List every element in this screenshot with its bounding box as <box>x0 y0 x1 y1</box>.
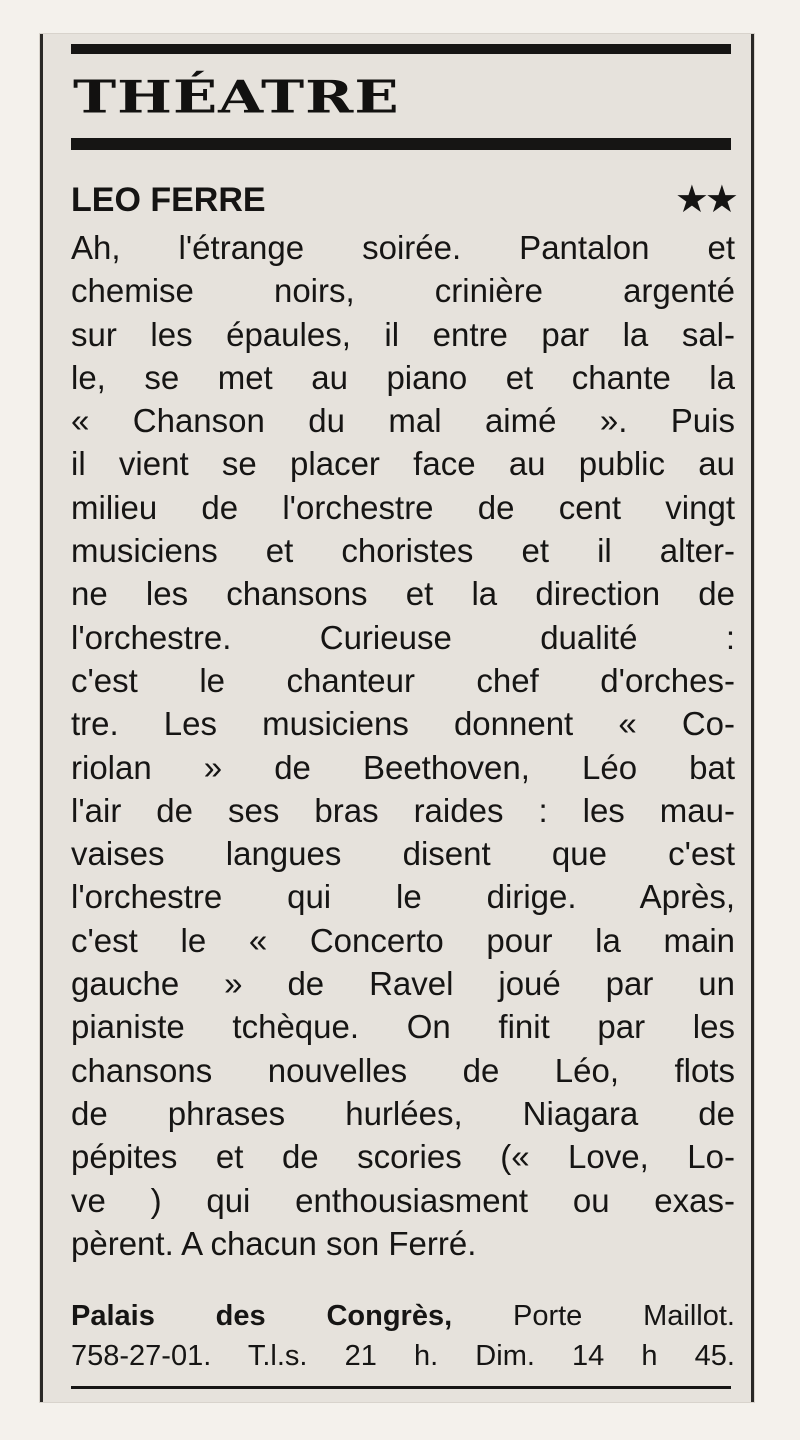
review-line: chansons nouvelles de Léo, flots <box>71 1051 735 1089</box>
review-line: c'est le « Concerto pour la main <box>71 921 735 959</box>
review-line: ne les chansons et la direction de <box>71 575 735 613</box>
review-line: pianiste tchèque. On finit par les <box>71 1008 735 1046</box>
star-rating: ★★ <box>674 177 735 221</box>
review-line: l'air de ses bras raides : les mau- <box>71 791 735 829</box>
review-line: sur les épaules, il entre par la sal- <box>71 315 735 353</box>
venue-info <box>71 1296 735 1376</box>
review-line: c'est le chanteur chef d'orches- <box>71 661 735 699</box>
review-line: « Chanson du mal aimé ». Puis <box>71 402 735 440</box>
review-line: Ah, l'étrange soirée. Pantalon et <box>71 229 735 266</box>
venue-line <box>71 1296 735 1336</box>
review-line: le, se met au piano et chante la <box>71 358 735 396</box>
review-line: milieu de l'orchestre de cent vingt <box>71 488 735 526</box>
bottom-rule <box>71 1386 731 1389</box>
review-line: gauche » de Ravel joué par un <box>71 965 735 1003</box>
review-line: musiciens et choristes et il alter- <box>71 532 735 570</box>
review-line: pèrent. A chacun son Ferré. <box>71 1224 477 1262</box>
review-line: de phrases hurlées, Niagara de <box>71 1094 735 1132</box>
title-rule <box>71 138 731 150</box>
review-line: ve ) qui enthousiasment ou exas- <box>71 1181 735 1219</box>
venue-name: Palais des Congrès, <box>71 1300 453 1332</box>
venue-location: Porte Maillot. <box>512 1300 735 1332</box>
newspaper-clipping <box>40 34 754 1402</box>
review-body <box>71 226 735 1265</box>
review-line: l'orchestre. Curieuse dualité : <box>71 618 735 656</box>
schedule-line: 758-27-01. T.l.s. 21 h. Dim. 14 h 45. <box>71 1340 735 1372</box>
review-line: chemise noirs, crinière argenté <box>71 272 735 310</box>
review-line: tre. Les musiciens donnent « Co- <box>71 705 735 743</box>
top-rule <box>71 44 731 54</box>
review-headline <box>71 177 735 221</box>
review-line: il vient se placer face au public au <box>71 445 735 483</box>
review-line: riolan » de Beethoven, Léo bat <box>71 748 735 786</box>
artist-name: LEO FERRE <box>71 181 266 219</box>
review-line: l'orchestre qui le dirige. Après, <box>71 878 735 916</box>
review-line: vaises langues disent que c'est <box>71 835 735 873</box>
review-line: pépites et de scories (« Love, Lo- <box>71 1138 735 1176</box>
section-title: THÉATRE <box>73 70 400 124</box>
